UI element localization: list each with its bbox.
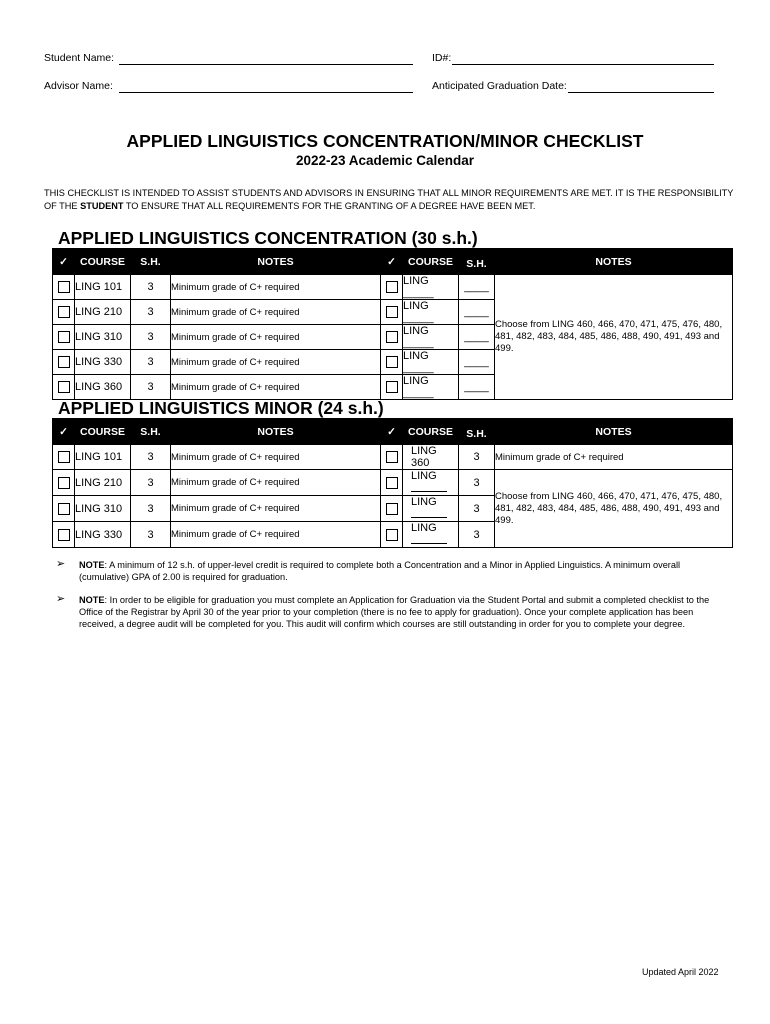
notes-cell: Minimum grade of C+ required <box>171 470 381 496</box>
sh-header-2: S.H. <box>459 419 495 445</box>
sh-cell-2[interactable]: ____ <box>459 375 495 400</box>
advisor-name-label: Advisor Name: <box>44 80 113 92</box>
course-cell-2[interactable]: LING _____ <box>403 325 459 350</box>
checkbox[interactable] <box>58 451 70 463</box>
checkbox[interactable] <box>386 451 398 463</box>
notes-header-2: NOTES <box>495 249 733 275</box>
graduation-date-field[interactable] <box>568 80 714 93</box>
table-row <box>53 445 733 470</box>
course-blank[interactable] <box>411 534 447 544</box>
check-header: ✓ <box>53 249 75 275</box>
intro-text-2: TO ENSURE THAT ALL REQUIREMENTS FOR THE GRANTING OF A DEGREE HAVE BEEN MET. <box>123 200 536 211</box>
concentration-header-row <box>53 249 733 275</box>
notes-cell: Minimum grade of C+ required <box>171 275 381 300</box>
checkbox[interactable] <box>58 477 70 489</box>
sh-cell-2: 3 <box>459 522 495 548</box>
sh-header-2: S.H. <box>459 249 495 275</box>
notes-header-2: NOTES <box>495 419 733 445</box>
page-subtitle: 2022-23 Academic Calendar <box>295 153 475 168</box>
checkbox[interactable] <box>58 281 70 293</box>
sh-cell: 3 <box>131 275 171 300</box>
checkbox[interactable] <box>58 306 70 318</box>
sh-cell: 3 <box>131 470 171 496</box>
course-cell: LING 210 <box>75 300 131 325</box>
sh-cell-2[interactable]: ____ <box>459 300 495 325</box>
concentration-table <box>52 248 733 400</box>
course-cell-2[interactable] <box>403 496 459 522</box>
id-field[interactable] <box>452 52 714 65</box>
minor-table <box>52 418 733 548</box>
checkbox[interactable] <box>58 356 70 368</box>
course-cell: LING 210 <box>75 470 131 496</box>
choose-note: Choose from LING 460, 466, 470, 471, 476, 475, 480, 481, 482, 483, 484, 485, 486, 488, 490, 491, 493 and 499. <box>495 470 733 548</box>
course-blank[interactable] <box>411 482 447 492</box>
checkbox[interactable] <box>386 281 398 293</box>
note-label: NOTE <box>79 595 105 605</box>
concentration-title: APPLIED LINGUISTICS CONCENTRATION (30 s.h.) <box>58 228 478 248</box>
note-1 <box>56 559 726 583</box>
minor-title: APPLIED LINGUISTICS MINOR (24 s.h.) <box>58 398 384 418</box>
course-header-2: COURSE <box>403 249 459 275</box>
check-header-2: ✓ <box>381 419 403 445</box>
updated-date: Updated April 2022 <box>642 967 719 977</box>
notes-cell: Minimum grade of C+ required <box>171 522 381 548</box>
sh-cell: 3 <box>131 325 171 350</box>
id-label: ID#: <box>432 52 452 64</box>
sh-cell: 3 <box>131 375 171 400</box>
sh-cell: 3 <box>131 496 171 522</box>
checkbox[interactable] <box>386 356 398 368</box>
course-cell-2[interactable]: LING _____ <box>403 375 459 400</box>
note-2 <box>56 594 726 630</box>
arrow-bullet-icon: ➢ <box>56 593 66 605</box>
choose-note: Choose from LING 460, 466, 470, 471, 475, 476, 480, 481, 482, 483, 484, 485, 486, 488, 490, 491, 493 and 499. <box>495 275 733 400</box>
sh-cell-2[interactable]: ____ <box>459 325 495 350</box>
minor-header-row <box>53 419 733 445</box>
checkbox[interactable] <box>58 381 70 393</box>
advisor-name-field[interactable] <box>119 80 413 93</box>
checkbox[interactable] <box>386 306 398 318</box>
notes-cell: Minimum grade of C+ required <box>171 496 381 522</box>
checkbox[interactable] <box>58 503 70 515</box>
course-cell-2[interactable]: LING _____ <box>403 275 459 300</box>
checkbox[interactable] <box>58 529 70 541</box>
notes-cell: Minimum grade of C+ required <box>171 375 381 400</box>
note-label: NOTE <box>79 560 105 570</box>
table-row <box>53 470 733 496</box>
graduation-date-label: Anticipated Graduation Date: <box>432 80 567 92</box>
course-cell: LING 310 <box>75 325 131 350</box>
note-text: : In order to be eligible for graduation you must complete an Application for Graduation via the Student Portal and submit a completed checklist to the Office of the Registrar by April 30 of the year prior to your completion (there is no fee to apply for graduation). Once your complete application has been received, a degree audit will be completed for you. This audit will confirm which courses are still outstanding in order for you to complete your degree. <box>79 595 710 629</box>
course-cell-2[interactable]: LING _____ <box>403 350 459 375</box>
check-header-2: ✓ <box>381 249 403 275</box>
notes-cell-2: Minimum grade of C+ required <box>495 445 733 470</box>
page-title: APPLIED LINGUISTICS CONCENTRATION/MINOR CHECKLIST <box>126 131 644 151</box>
course-cell-2: LING 360 <box>403 445 459 470</box>
course-header: COURSE <box>75 249 131 275</box>
course-cell: LING 330 <box>75 522 131 548</box>
sh-cell: 3 <box>131 522 171 548</box>
sh-header: S.H. <box>131 249 171 275</box>
notes-cell: Minimum grade of C+ required <box>171 325 381 350</box>
intro-bold: STUDENT <box>80 200 124 211</box>
sh-cell: 3 <box>131 300 171 325</box>
course-cell-2[interactable] <box>403 522 459 548</box>
sh-cell: 3 <box>131 350 171 375</box>
course-cell-2[interactable] <box>403 470 459 496</box>
student-name-field[interactable] <box>119 52 413 65</box>
course-blank[interactable] <box>411 508 447 518</box>
intro-paragraph <box>44 187 734 212</box>
course-header: COURSE <box>75 419 131 445</box>
checkbox[interactable] <box>386 529 398 541</box>
arrow-bullet-icon: ➢ <box>56 558 66 570</box>
sh-cell-2: 3 <box>459 445 495 470</box>
sh-cell: 3 <box>131 445 171 470</box>
notes-header: NOTES <box>171 419 381 445</box>
course-prefix: LING <box>411 470 437 482</box>
table-row <box>53 275 733 300</box>
notes-cell: Minimum grade of C+ required <box>171 445 381 470</box>
checkbox[interactable] <box>386 331 398 343</box>
intro-text-1: THIS CHECKLIST IS INTENDED TO ASSIST STUDENTS AND ADVISORS IN ENSURING THAT ALL MINOR REQUIREMENTS ARE MET. IT IS THE RESPONSIBILITY OF THE <box>44 188 734 211</box>
course-cell-2[interactable]: LING _____ <box>403 300 459 325</box>
course-prefix: LING <box>411 496 437 508</box>
course-cell: LING 310 <box>75 496 131 522</box>
sh-cell-2[interactable]: ____ <box>459 275 495 300</box>
checkbox[interactable] <box>386 477 398 489</box>
course-cell: LING 330 <box>75 350 131 375</box>
course-cell: LING 360 <box>75 375 131 400</box>
sh-cell-2: 3 <box>459 470 495 496</box>
check-header: ✓ <box>53 419 75 445</box>
checkbox[interactable] <box>58 331 70 343</box>
checkbox[interactable] <box>386 503 398 515</box>
notes-header: NOTES <box>171 249 381 275</box>
course-cell: LING 101 <box>75 275 131 300</box>
course-prefix: LING <box>411 522 437 534</box>
sh-cell-2[interactable]: ____ <box>459 350 495 375</box>
notes-cell: Minimum grade of C+ required <box>171 350 381 375</box>
sh-cell-2: 3 <box>459 496 495 522</box>
course-header-2: COURSE <box>403 419 459 445</box>
sh-header: S.H. <box>131 419 171 445</box>
student-name-label: Student Name: <box>44 52 115 64</box>
note-text: : A minimum of 12 s.h. of upper-level credit is required to complete both a Concentration and a Minor in Applied Linguistics. A minimum overall (cumulative) GPA of 2.00 is required for graduation. <box>79 560 681 582</box>
notes-cell: Minimum grade of C+ required <box>171 300 381 325</box>
course-cell: LING 101 <box>75 445 131 470</box>
checkbox[interactable] <box>386 381 398 393</box>
